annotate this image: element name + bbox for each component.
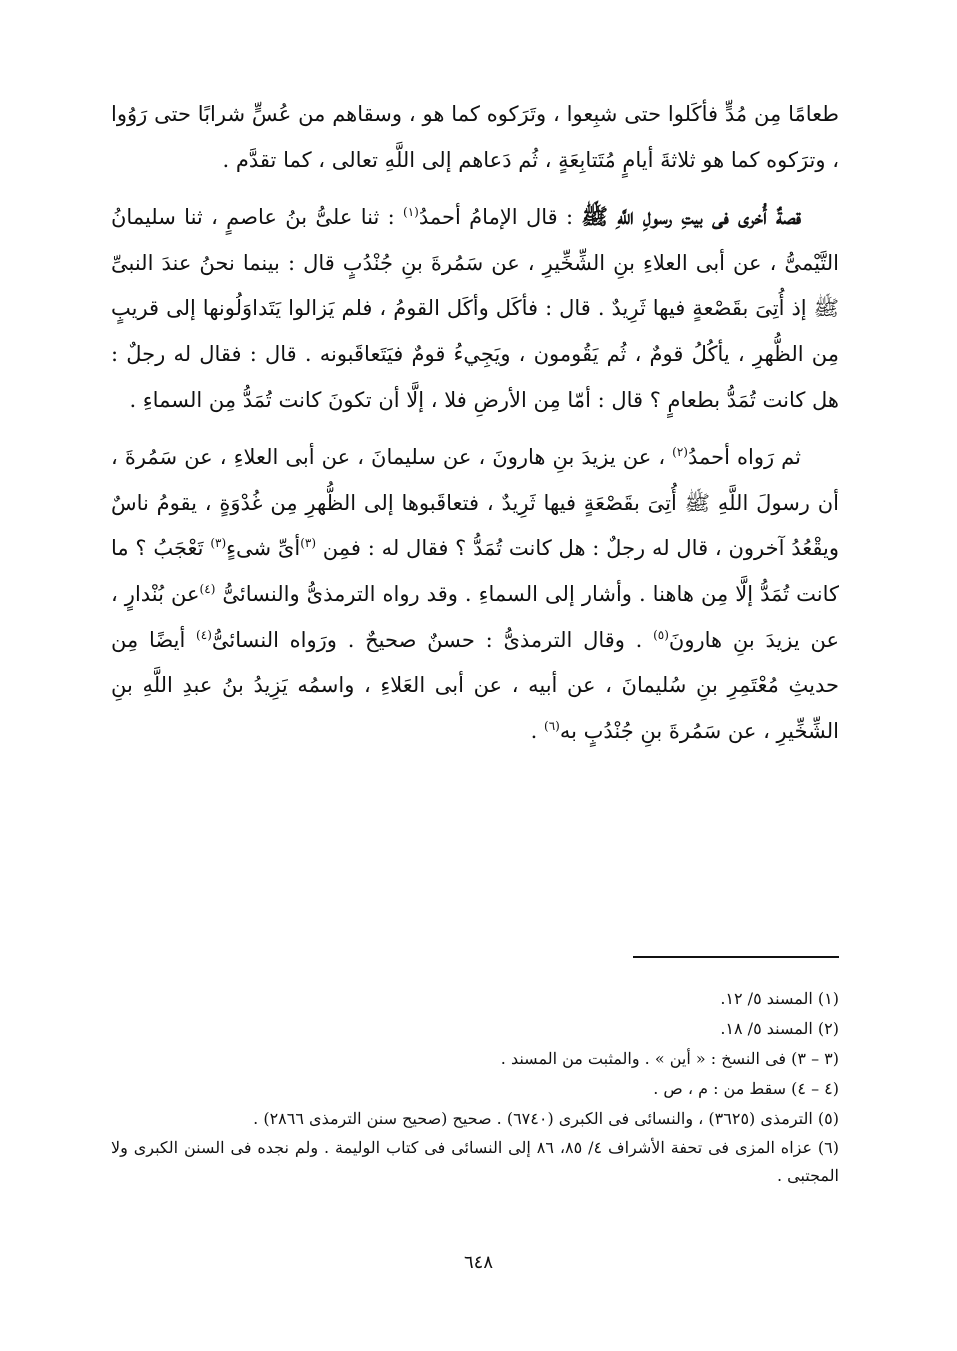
footnote-2: (٢) المسند ٥/ ١٨.	[720, 1019, 839, 1038]
main-text	[111, 92, 839, 754]
footnote-ref-2[interactable]: (٢)	[672, 445, 688, 460]
story-heading: قصةٌ أُخرى فى بيتِ رسولِ اللَّهِ ﷺ	[581, 204, 801, 231]
footnote-ref-3-start[interactable]: (٣)	[300, 536, 317, 551]
footnote-ref-4-end[interactable]: (٤)	[196, 627, 212, 642]
paragraph-1	[111, 92, 839, 183]
paragraph-3-part-7: أيضًا مِن حديثِ مُعْتَمِرِ بنِ سُليمانَ ، عن أبيه ، عن أبى العَلاءِ ، واسمُه يَزِيدُ بنُ عبدِ اللَّهِ بنِ الشِّخِّيرِ ، عن سَمُرةَ بنِ جُنْدُبٍ به	[111, 627, 839, 743]
footnote-ref-4-start[interactable]: (٤)	[199, 581, 216, 596]
footnote-5: (٥) الترمذى (٣٦٢٥) ، والنسائى فى الكبرى (٦٧٤٠) . صحيح (صحيح سنن الترمذى ٢٨٦٦) .	[253, 1109, 839, 1128]
footnote-3: (٣ – ٣) فى النسخ : « أين » . والمثبت من المسند .	[500, 1049, 839, 1068]
footnote-ref-6[interactable]: (٦)	[544, 718, 560, 733]
paragraph-3-part-1: ثم رَواه أحمدُ	[687, 445, 801, 470]
page-number: ٦٤٨	[463, 1252, 493, 1273]
paragraph-3	[111, 435, 839, 754]
footnote-ref-1[interactable]: (١)	[403, 205, 419, 220]
paragraph-2-part-1: : قال الإمامُ أحمدُ	[418, 205, 582, 230]
footnote-ref-5[interactable]: (٥)	[653, 627, 669, 642]
paragraph-3-part-6: . وقال الترمذىُّ : حسنٌ صحيحٌ . ورَواه النسائىُّ	[211, 627, 654, 652]
footnote-4: (٤ – ٤) سقط من : م ، ص .	[653, 1079, 839, 1098]
paragraph-3-part-2: ، عن يزيدَ بنِ هارونَ ، عن سليمانَ ، عن أبى العلاءِ ، عن سَمُرةَ ، أن رسولَ اللَّهِ ﷺ أُتِىَ بقَصْعَةٍ فيها ثَرِيدٌ ، فتعاقَبوها إلى الظُّهرِ مِن غُدْوَةٍ ، يقومُ ناسٌ ويقْعُدُ آخرون ، قال له رجلٌ : هل كانت تُمَدُّ ؟ فقال له : فمِن	[111, 445, 839, 561]
paragraph-3-part-4: تَعْجَبُ ؟ ما كانت تُمَدُّ إلَّا مِن هاهنا . وأشار إلى السماءِ . وقد رواه الترمذىُّ والنسائىُّ	[111, 536, 840, 606]
paragraph-2	[111, 195, 839, 423]
footnote-divider	[633, 956, 839, 958]
paragraph-3-part-3: أىِّ شىءٍ	[226, 536, 301, 561]
paragraph-2-part-2: : ثنا علىُّ بنُ عاصمٍ ، ثنا سليمانُ التَّيْمىُّ ، عن أبى العلاءِ بنِ الشِّخِّيرِ ، عن سَمُرةَ بنِ جُنْدُبٍ قال : بينما نحنُ عندَ النبىِّ ﷺ إذ أُتِىَ بقَصْعةٍ فيها ثَرِيدٌ . قال : فأكَل وأكَل القومُ ، فلم يَزالوا يَتَداوَلُونها إلى قريبٍ مِن الظُّهرِ ، يأكُلُ قومٌ ، ثُم يَقُومون ، ويَجِيءُ قومٌ فيَتَعاقَبونه . قال : فقال له رجلٌ : هل كانت تُمَدُّ بطعامٍ ؟ قال : أمّا مِن الأرضِ فلا ، إلَّا أن تكونَ كانت تُمَدُّ مِن السماءِ .	[111, 205, 839, 412]
footnote-6: (٦) عزاه المزى فى تحفة الأشراف ٤/ ٨٥، ٨٦ إلى النسائى فى كتاب الوليمة . ولم نجده فى السنن الكبرى ولا المجتبى .	[111, 1138, 840, 1185]
footnotes-list	[111, 984, 839, 1190]
footnote-1: (١) المسند ٥/ ١٢.	[720, 989, 839, 1008]
paragraph-3-part-5: عن بُنْدارٍ ، عن يزيدَ بنِ هارونَ	[111, 581, 840, 652]
footnote-ref-3-end[interactable]: (٣)	[210, 536, 227, 551]
paragraph-3-part-8: .	[530, 718, 544, 743]
paragraph-1-text: طعامًا مِن مُدٍّ فأكَلوا حتى شبِعوا ، وتَرَكوه كما هو ، وسقاهم من عُسٍّ شرابًا حتى رَوُوا ، وترَكوه كما هو ثلاثةَ أيامٍ مُتَتابِعَةٍ ، ثُم دَعاهم إلى اللَّهِ تعالى ، كما تقدَّم .	[111, 102, 839, 172]
